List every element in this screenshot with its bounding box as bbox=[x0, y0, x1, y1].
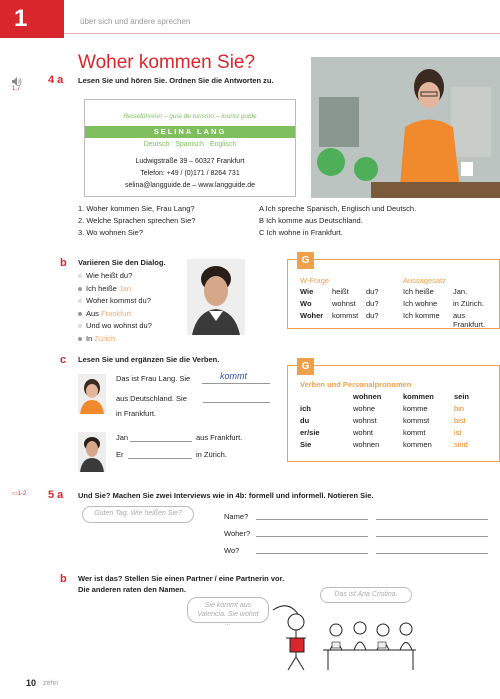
audio-track-ref: 1.7 bbox=[12, 86, 21, 92]
dialog-line: Und wo wohnst du? bbox=[78, 320, 152, 333]
exercise-5a-number: 5 a bbox=[48, 489, 64, 501]
fill-sentence-2: aus Deutschland. Sie bbox=[116, 394, 187, 403]
w-word: Woher bbox=[300, 311, 324, 320]
photo-selina-lang bbox=[311, 57, 500, 198]
grammar-statement-end: in Zürich. bbox=[453, 299, 484, 308]
exercise-5a-instruction: Und Sie? Machen Sie zwei Interviews wie in 4b: formell und informell. Notieren Sie. bbox=[78, 491, 374, 500]
speech-bubble-answer: Das ist Ana Cristina. bbox=[320, 587, 412, 603]
dialog-line: Wie heißt du? bbox=[78, 270, 152, 283]
interview-blank[interactable] bbox=[376, 528, 488, 537]
answer-item: C Ich wohne in Frankfurt. bbox=[259, 228, 343, 237]
dialog-line: Woher kommst du? bbox=[78, 295, 152, 308]
bubble-line: Sie kommt aus bbox=[204, 602, 252, 609]
conjugation-sein: bin bbox=[454, 404, 465, 413]
interview-blank[interactable] bbox=[376, 511, 488, 520]
conjugation: kommt bbox=[403, 428, 426, 437]
photo-jan bbox=[187, 259, 245, 335]
conjugation: komme bbox=[403, 404, 428, 413]
grammar-col-head: Aussagesatz bbox=[403, 276, 446, 285]
business-card bbox=[84, 99, 296, 197]
exercise-5b-instruction-1: Wer ist das? Stellen Sie einen Partner / eine Partnerin vor. bbox=[78, 574, 285, 583]
page-number: 10 bbox=[26, 678, 37, 688]
conjugation: wohnst bbox=[353, 416, 377, 425]
dialog-line: Ich heiße Jan. bbox=[78, 283, 152, 296]
answer-item: A Ich spreche Spanisch, Englisch und Deutsch. bbox=[259, 204, 417, 213]
answer-blank[interactable] bbox=[203, 392, 270, 403]
grammar-statement: Ich wohne bbox=[403, 299, 438, 308]
grammar-verb: wohnst bbox=[332, 299, 356, 308]
exercise-4a-number: 4 a bbox=[48, 74, 64, 86]
card-phone: Telefon: +49 / (0)171 / 8264 731 bbox=[140, 170, 240, 177]
workbook-icon: ▭ bbox=[12, 491, 18, 497]
card-tagline: Reiseführerin – guía de turismo – tourist guide bbox=[123, 113, 257, 120]
answer-blank-filled[interactable] bbox=[202, 372, 270, 384]
grammar-pronoun: du? bbox=[366, 299, 379, 308]
answer-list bbox=[259, 203, 416, 239]
grammar-col-head: W-Frage bbox=[300, 276, 330, 285]
page-title: Woher kommen Sie? bbox=[78, 52, 256, 73]
grammar-statement-end: aus Frankfurt. bbox=[453, 311, 486, 329]
card-languages: Deutsch Spanisch Englisch bbox=[143, 141, 237, 148]
grammar-statement: Ich heiße bbox=[403, 287, 434, 296]
interview-label: Wo? bbox=[224, 546, 240, 555]
pronoun: ich bbox=[300, 404, 311, 413]
exercise-4a-instruction: Lesen Sie und hören Sie. Ordnen Sie die Antworten zu. bbox=[78, 76, 274, 85]
conjugation-sein: bist bbox=[454, 416, 466, 425]
answer-item: B Ich komme aus Deutschland. bbox=[259, 216, 363, 225]
w-word: Wie bbox=[300, 287, 314, 296]
fill-sentence-4a: Jan bbox=[116, 433, 129, 442]
fill-sentence-5a: Er bbox=[116, 450, 124, 459]
grammar-pronoun: du? bbox=[366, 287, 379, 296]
exercise-4b-instruction: Variieren Sie den Dialog. bbox=[78, 258, 166, 267]
conjugation: wohne bbox=[353, 404, 376, 413]
conjugation: wohnen bbox=[353, 440, 380, 449]
pronoun: er/sie bbox=[300, 428, 320, 437]
card-contact: selina@langguide.de – www.langguide.de bbox=[124, 182, 256, 189]
grammar-badge: G bbox=[297, 358, 314, 375]
conjugation: wohnt bbox=[353, 428, 374, 437]
dialog-line: Aus Frankfurt. bbox=[78, 308, 152, 321]
grammar-statement: Ich komme bbox=[403, 311, 440, 320]
grammar-box-verbs bbox=[287, 361, 500, 462]
exercise-4c-number: c bbox=[60, 354, 67, 366]
speech-bubble-guess bbox=[187, 597, 269, 627]
fill-sentence-1: Das ist Frau Lang. Sie bbox=[116, 374, 191, 383]
conjugation: kommst bbox=[403, 416, 430, 425]
verb-infinitive: kommen bbox=[403, 392, 434, 401]
verb-infinitive: wohnen bbox=[353, 392, 382, 401]
grammar-verb: kommst bbox=[332, 311, 359, 320]
chapter-number: 1 bbox=[0, 0, 64, 38]
handwritten-answer: kommt bbox=[220, 371, 247, 381]
answer-blank[interactable] bbox=[128, 448, 192, 459]
question-item: 3. Wo wohnen Sie? bbox=[78, 228, 143, 237]
bubble-line: Valencia. Sie wohnt ... bbox=[197, 611, 259, 627]
interview-label: Name? bbox=[224, 512, 249, 521]
dialog-lines bbox=[78, 270, 152, 345]
verb-infinitive: sein bbox=[454, 392, 470, 401]
card-address: Ludwigstraße 39 – 60327 Frankfurt bbox=[135, 158, 245, 165]
conjugation-sein: sind bbox=[454, 440, 468, 449]
grammar-badge: G bbox=[297, 252, 314, 269]
interview-blank[interactable] bbox=[376, 545, 488, 554]
grammar-pronoun: du? bbox=[366, 311, 379, 320]
interview-label: Woher? bbox=[224, 529, 251, 538]
classroom-illustration bbox=[268, 602, 418, 672]
fill-sentence-4b: aus Frankfurt. bbox=[196, 433, 243, 442]
workbook-ref: ▭1-2 bbox=[12, 491, 27, 497]
exercise-4c-instruction: Lesen Sie und ergänzen Sie die Verben. bbox=[78, 355, 220, 364]
exercise-5b-instruction-2: Die anderen raten den Namen. bbox=[78, 585, 186, 594]
interview-blank[interactable] bbox=[256, 511, 368, 520]
fill-sentence-3: in Frankfurt. bbox=[116, 409, 157, 418]
conjugation: kommen bbox=[403, 440, 432, 449]
thumb-jan bbox=[78, 432, 106, 472]
answer-blank[interactable] bbox=[130, 431, 192, 442]
grammar-box-title: Verben und Personalpronomen bbox=[300, 380, 412, 389]
card-name: SELINA LANG bbox=[85, 126, 295, 138]
dialog-line: In Zürich. bbox=[78, 333, 152, 346]
grammar-box-w-frage bbox=[287, 255, 500, 329]
exercise-5b-number: b bbox=[60, 573, 67, 585]
grammar-statement-end: Jan. bbox=[453, 287, 468, 296]
exercise-4b-number: b bbox=[60, 257, 67, 269]
grammar-verb: heißt bbox=[332, 287, 349, 296]
pronoun: Sie bbox=[300, 440, 312, 449]
interview-blank[interactable] bbox=[256, 545, 368, 554]
pronoun: du bbox=[300, 416, 310, 425]
conjugation-sein: ist bbox=[454, 428, 462, 437]
question-list bbox=[78, 203, 195, 239]
page-number-word: zehn bbox=[43, 680, 59, 687]
question-item: 2. Welche Sprachen sprechen Sie? bbox=[78, 216, 196, 225]
chapter-topic: über sich und andere sprechen bbox=[64, 12, 500, 34]
question-item: 1. Woher kommen Sie, Frau Lang? bbox=[78, 204, 195, 213]
speech-bubble: Guten Tag. Wie heißen Sie? bbox=[82, 506, 194, 523]
interview-blank[interactable] bbox=[256, 528, 368, 537]
thumb-selina bbox=[78, 374, 106, 414]
fill-sentence-5b: in Zürich. bbox=[196, 450, 227, 459]
w-word: Wo bbox=[300, 299, 312, 308]
